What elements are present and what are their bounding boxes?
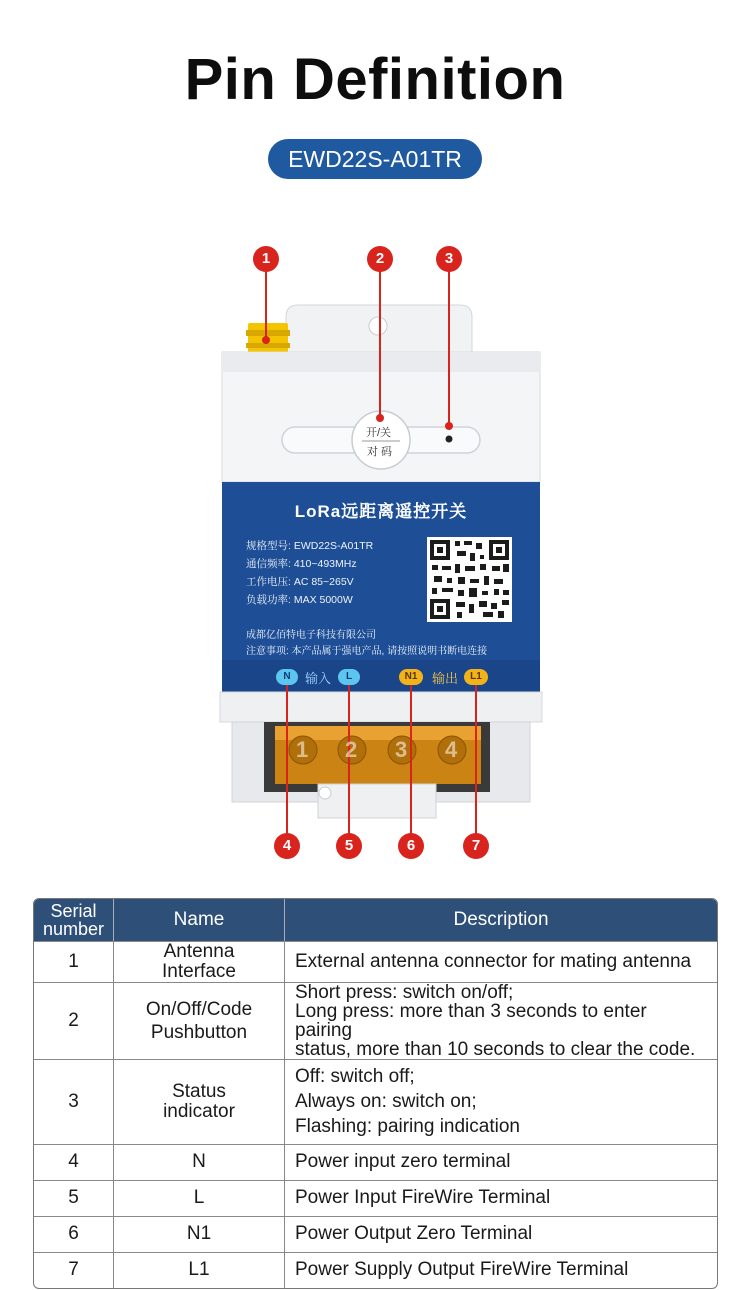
output-label: 输出 bbox=[432, 671, 459, 686]
spec-frequency: 通信频率: 410~493MHz bbox=[246, 558, 357, 570]
table-header-row bbox=[34, 899, 717, 941]
row-serial: 1 bbox=[34, 941, 114, 982]
row-description: Power Output Zero Terminal bbox=[285, 1216, 717, 1252]
table-row bbox=[34, 1216, 717, 1252]
marker-5: 5 bbox=[336, 833, 362, 859]
input-label: 输入 bbox=[305, 671, 332, 686]
row-name bbox=[114, 982, 285, 1059]
row-name-line2: Pushbutton bbox=[150, 1021, 248, 1043]
row-description bbox=[285, 941, 717, 982]
row-name: L bbox=[114, 1180, 285, 1216]
row-desc-line: Always on: switch on; bbox=[295, 1091, 477, 1113]
row-name-line2: indicator bbox=[163, 1100, 235, 1122]
row-serial: 2 bbox=[34, 982, 114, 1059]
table-row bbox=[34, 1059, 717, 1144]
terminal-number-2: 2 bbox=[345, 737, 358, 762]
spec-model: 规格型号: EWD22S-A01TR bbox=[246, 540, 374, 552]
row-name-line1: Status bbox=[172, 1080, 226, 1102]
row-desc-line: status, more than 10 seconds to clear the code. bbox=[295, 1038, 696, 1060]
spec-voltage: 工作电压: AC 85~265V bbox=[246, 576, 354, 588]
row-name-line1: Antenna bbox=[163, 941, 235, 962]
button-label-onoff: 开/关 bbox=[366, 427, 392, 439]
terminal-badge-n1: N1 bbox=[399, 669, 423, 685]
marker-1: 1 bbox=[253, 246, 279, 272]
row-description: Power Input FireWire Terminal bbox=[285, 1180, 717, 1216]
header-serial-line2: number bbox=[42, 919, 105, 939]
notice-text: 注意事项: 本产品属于强电产品, 请按照说明书断电连接 bbox=[246, 646, 488, 657]
row-name-line2: Interface bbox=[162, 960, 236, 982]
row-desc-line: Long press: more than 3 seconds to enter pairing bbox=[295, 1000, 647, 1041]
terminal-number-4: 4 bbox=[445, 737, 458, 762]
row-desc-line: Off: switch off; bbox=[295, 1066, 415, 1088]
company-name: 成都亿佰特电子科技有限公司 bbox=[246, 630, 376, 641]
page-title: Pin Definition bbox=[184, 47, 566, 112]
terminal-badge-n: N bbox=[276, 669, 298, 685]
terminal-badge-l1: L1 bbox=[464, 669, 488, 685]
row-serial: 4 bbox=[34, 1144, 114, 1180]
table-row bbox=[34, 1252, 717, 1288]
terminal-badge-l: L bbox=[338, 669, 360, 685]
row-name-line1: On/Off/Code bbox=[145, 998, 253, 1020]
row-serial: 5 bbox=[34, 1180, 114, 1216]
pin-definition-table bbox=[33, 898, 718, 1289]
table-row bbox=[34, 982, 717, 1059]
header-description: Description bbox=[285, 899, 717, 941]
button-label-pair: 对 码 bbox=[367, 446, 393, 458]
spec-power: 负载功率: MAX 5000W bbox=[246, 594, 353, 606]
row-desc-line: External antenna connector for mating antenna bbox=[295, 950, 692, 972]
header-serial bbox=[34, 899, 114, 941]
row-description: Power input zero terminal bbox=[285, 1144, 717, 1180]
product-name: LoRa远距离遥控开关 bbox=[294, 502, 468, 521]
table-row bbox=[34, 1180, 717, 1216]
row-name: N1 bbox=[114, 1216, 285, 1252]
marker-7: 7 bbox=[463, 833, 489, 859]
row-name: L1 bbox=[114, 1252, 285, 1288]
marker-3: 3 bbox=[436, 246, 462, 272]
model-badge: EWD22S-A01TR bbox=[268, 139, 482, 179]
terminal-number-3: 3 bbox=[395, 737, 408, 762]
row-name: N bbox=[114, 1144, 285, 1180]
row-serial: 7 bbox=[34, 1252, 114, 1288]
marker-4: 4 bbox=[274, 833, 300, 859]
row-description bbox=[285, 982, 717, 1059]
row-desc-line: Flashing: pairing indication bbox=[295, 1116, 520, 1138]
marker-6: 6 bbox=[398, 833, 424, 859]
row-description bbox=[285, 1059, 717, 1144]
header-serial-line1: Serial bbox=[50, 901, 97, 921]
header-name: Name bbox=[114, 899, 285, 941]
marker-2: 2 bbox=[367, 246, 393, 272]
row-serial: 3 bbox=[34, 1059, 114, 1144]
table-row bbox=[34, 941, 717, 982]
row-name bbox=[114, 941, 285, 982]
row-name bbox=[114, 1059, 285, 1144]
row-desc-line: Short press: switch on/off; bbox=[295, 981, 514, 1003]
terminal-number-1: 1 bbox=[296, 737, 309, 762]
row-serial: 6 bbox=[34, 1216, 114, 1252]
row-description: Power Supply Output FireWire Terminal bbox=[285, 1252, 717, 1288]
table-row bbox=[34, 1144, 717, 1180]
